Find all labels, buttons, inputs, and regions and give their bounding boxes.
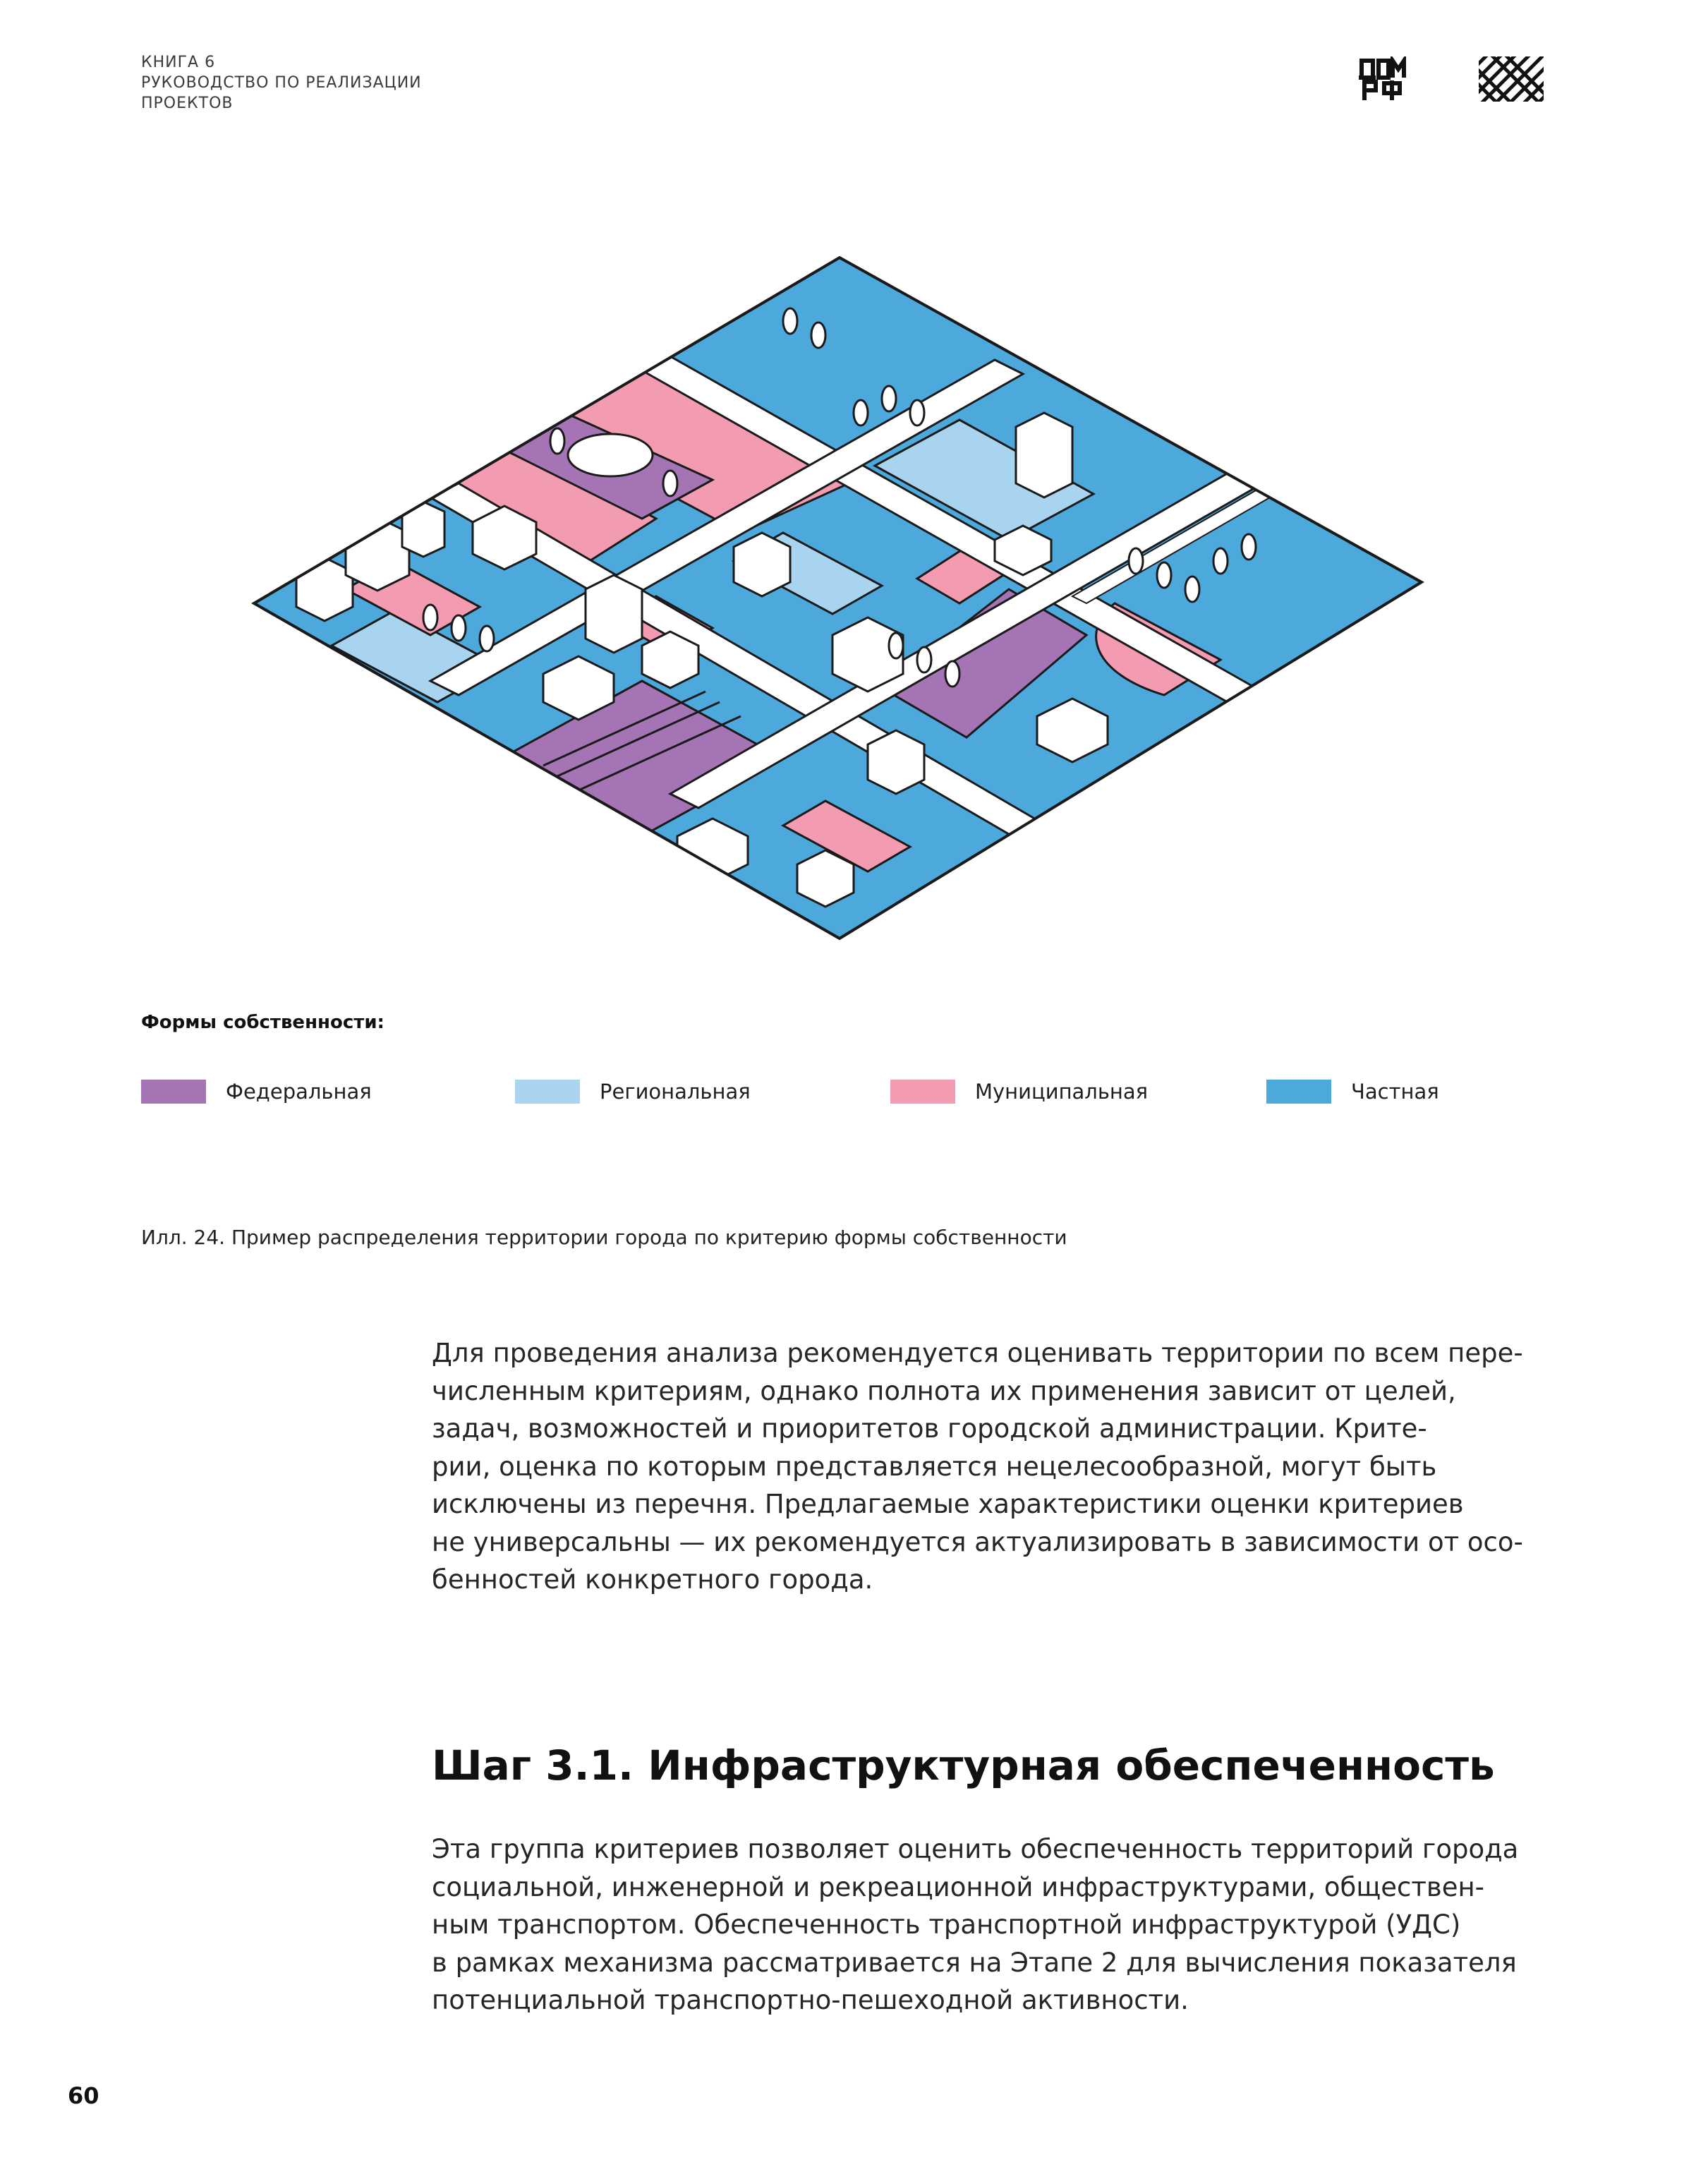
paragraph-line: ным транспортом. Обеспеченность транспортной инфраструктурой (УДС) — [432, 1909, 1461, 1940]
figure-caption: Илл. 24. Пример распределения территории города по критерию формы собственности — [141, 1226, 1067, 1249]
legend-swatch-private — [1266, 1080, 1331, 1104]
body-paragraph-2 — [432, 1830, 1518, 2020]
paragraph-line: бенностей конкретного города. — [432, 1564, 873, 1595]
paragraph-line: задач, возможностей и приоритетов городской администрации. Крите- — [432, 1413, 1427, 1444]
section-title: Шаг 3.1. Инфраструктурная обеспеченность — [432, 1742, 1495, 1789]
legend-title: Формы собственности: — [141, 1012, 384, 1033]
legend-swatch-municipal — [890, 1080, 955, 1104]
page-number: 60 — [68, 2082, 99, 2109]
legend-swatch-federal — [141, 1080, 206, 1104]
legend-swatch-regional — [515, 1080, 580, 1104]
legend-item-private — [1266, 1080, 1439, 1104]
legend-item-federal — [141, 1080, 372, 1104]
pattern-logo — [1479, 56, 1544, 102]
paragraph-line: Эта группа критериев позволяет оценить обеспеченность территорий города — [432, 1834, 1519, 1864]
dom-rf-logo — [1359, 56, 1408, 102]
body-paragraph-1 — [432, 1334, 1523, 1599]
header-line-1: КНИГА 6 — [141, 54, 216, 71]
legend-item-municipal — [890, 1080, 1148, 1104]
legend-label-municipal: Муниципальная — [975, 1080, 1149, 1104]
paragraph-line: численным критериям, однако полнота их применения зависит от целей, — [432, 1375, 1456, 1406]
book-header — [141, 52, 422, 114]
paragraph-line: не универсальны — их рекомендуется актуализировать в зависимости от осо- — [432, 1526, 1523, 1557]
header-line-3: ПРОЕКТОВ — [141, 95, 234, 112]
paragraph-line: потенциальной транспортно-пешеходной активности. — [432, 1985, 1189, 2015]
legend-label-federal: Федеральная — [226, 1080, 372, 1104]
paragraph-line: в рамках механизма рассматривается на Этапе 2 для вычисления показателя — [432, 1947, 1517, 1978]
header-line-2: РУКОВОДСТВО ПО РЕАЛИЗАЦИИ — [141, 74, 422, 92]
paragraph-line: Для проведения анализа рекомендуется оценивать территории по всем пере- — [432, 1338, 1523, 1368]
legend-label-regional: Региональная — [600, 1080, 751, 1104]
legend-item-regional — [515, 1080, 751, 1104]
paragraph-line: исключены из перечня. Предлагаемые характеристики оценки критериев — [432, 1489, 1464, 1519]
legend-label-private: Частная — [1351, 1080, 1439, 1104]
paragraph-line: рии, оценка по которым представляется нецелесообразной, могут быть — [432, 1451, 1437, 1482]
paragraph-line: социальной, инженерной и рекреационной инфраструктурами, обществен- — [432, 1871, 1484, 1902]
isometric-city-illustration — [247, 250, 1432, 942]
